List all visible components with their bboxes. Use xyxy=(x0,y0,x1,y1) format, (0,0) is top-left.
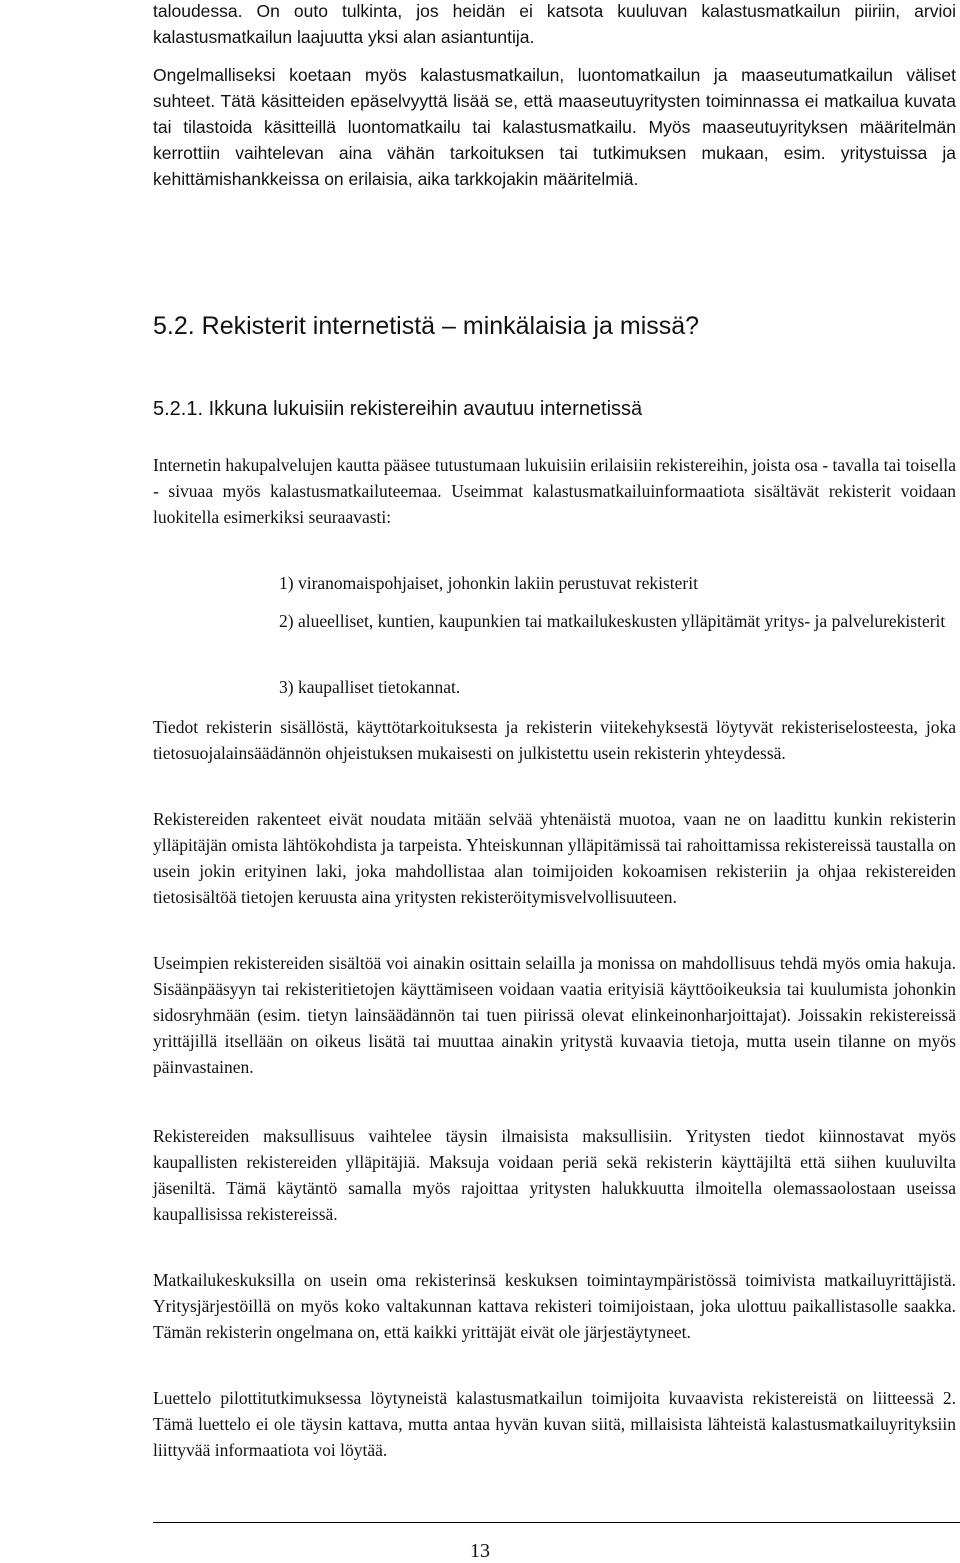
list-item-1: 1) viranomaispohjaiset, johonkin lakiin perustuvat rekisterit xyxy=(279,573,698,593)
paragraph-ongelmalliseksi: Ongelmalliseksi koetaan myös kalastusmatkailun, luontomatkailun ja maaseutumatkailun väliset suhteet. Tätä käsitteiden epäselvyyttä lisää se, että maaseutuyritysten toiminnassa ei matkailua kuvata tai tilastoida käsitteillä luontomatkailu tai kalastusmatkailu. Myös maaseutuyrityksen määritelmän kerrottiin vaihtelevan aina vähän tarkoituksen tai tutkimuksen mukaan, esim. yritystuissa ja kehittämishankkeissa on erilaisia, aika tarkkojakin määritelmiä. xyxy=(153,65,956,189)
page-number: 13 xyxy=(470,1540,490,1562)
paragraph-intro-continuation: taloudessa. On outo tulkinta, jos heidän ei katsota kuuluvan kalastusmatkailun piiriin, arvioi kalastusmatkailun laajuutta yksi alan asiantuntija. xyxy=(153,1,956,47)
paragraph-useimpien: Useimpien rekistereiden sisältöä voi ainakin osittain selailla ja monissa on mahdollisuus tehdä myös omia hakuja. Sisäänpääsyyn tai rekisteritietojen käyttämiseen voidaan vaatia erityisiä käyttöoikeuksia tai kuulumista johonkin sidosryhmään (esim. tietyn lainsäädännön tai tuen piirissä olevat elinkeinonharjoittajat). Joissakin rekistereissä yrittäjillä itsellään on oikeus lisätä tai muuttaa ainakin yritystä kuvaavia tietoja, mutta usein tilanne on myös päinvastainen. xyxy=(153,953,956,1077)
paragraph-rakenteet: Rekistereiden rakenteet eivät noudata mitään selvää yhtenäistä muotoa, vaan ne on laadittu kunkin rekisterin ylläpitäjän omista lähtökohdista ja tarpeista. Yhteiskunnan ylläpitämissä tai rahoittamissa rekistereissä taustalla on usein jokin erityinen laki, joka mahdollistaa alan toimijoiden kokoamisen rekisteriin ja ohjaa rekistereiden tietosisältöä tietojen keruusta aina yritysten rekisteröitymisvelvollisuuteen. xyxy=(153,809,956,907)
paragraph-maksullisuus: Rekistereiden maksullisuus vaihtelee täysin ilmaisista maksullisiin. Yritysten tiedot kiinnostavat myös kaupallisten rekistereiden ylläpitäjiä. Maksuja voidaan periä sekä rekisterin käyttäjiltä että siihen kuuluvilta jäseniltä. Tämä käytäntö samalla myös rajoittaa yritysten halukkuutta ilmoitella olemassaolostaan useissa kaupallisissa rekistereissä. xyxy=(153,1126,956,1224)
paragraph-internetin: Internetin hakupalvelujen kautta pääsee tutustumaan lukuisiin erilaisiin rekistereihin, joista osa - tavalla tai toisella - sivuaa myös kalastusmatkailuteemaa. Useimmat kalastusmatkailuinformaatiota sisältävät rekisterit voidaan luokitella esimerkiksi seuraavasti: xyxy=(153,455,956,527)
list-item-2: 2) alueelliset, kuntien, kaupunkien tai matkailukeskusten ylläpitämät yritys- ja palvelurekisterit xyxy=(279,611,946,631)
subsection-heading: 5.2.1. Ikkuna lukuisiin rekistereihin avautuu internetissä xyxy=(153,398,643,420)
paragraph-luettelo: Luettelo pilottitutkimuksessa löytyneistä kalastusmatkailun toimijoita kuvaavista rekistereistä on liitteessä 2. Tämä luettelo ei ole täysin kattava, mutta antaa hyvän kuvan siitä, millaisista lähteistä kalastusmatkailuyrityksiin liittyvää informaatiota voi löytää. xyxy=(153,1388,956,1460)
paragraph-tiedot: Tiedot rekisterin sisällöstä, käyttötarkoituksesta ja rekisterin viitekehyksestä löytyvät rekisteriselosteesta, joka tietosuojalainsäädännön ohjeistuksen mukaisesti on julkistettu usein rekisterin yhteydessä. xyxy=(153,717,956,763)
section-heading: 5.2. Rekisterit internetistä – minkälaisia ja missä? xyxy=(153,312,700,340)
paragraph-matkailukeskuksilla: Matkailukeskuksilla on usein oma rekisterinsä keskuksen toimintaympäristössä toimivista matkailuyrittäjistä. Yritysjärjestöillä on myös koko valtakunnan kattava rekisteri toimijoistaan, joka ulottuu paikallistasolle saakka. Tämän rekisterin ongelmana on, että kaikki yrittäjät eivät ole järjestäytyneet. xyxy=(153,1270,956,1342)
list-item-3: 3) kaupalliset tietokannat. xyxy=(279,677,461,697)
footer-rule xyxy=(153,1522,960,1523)
